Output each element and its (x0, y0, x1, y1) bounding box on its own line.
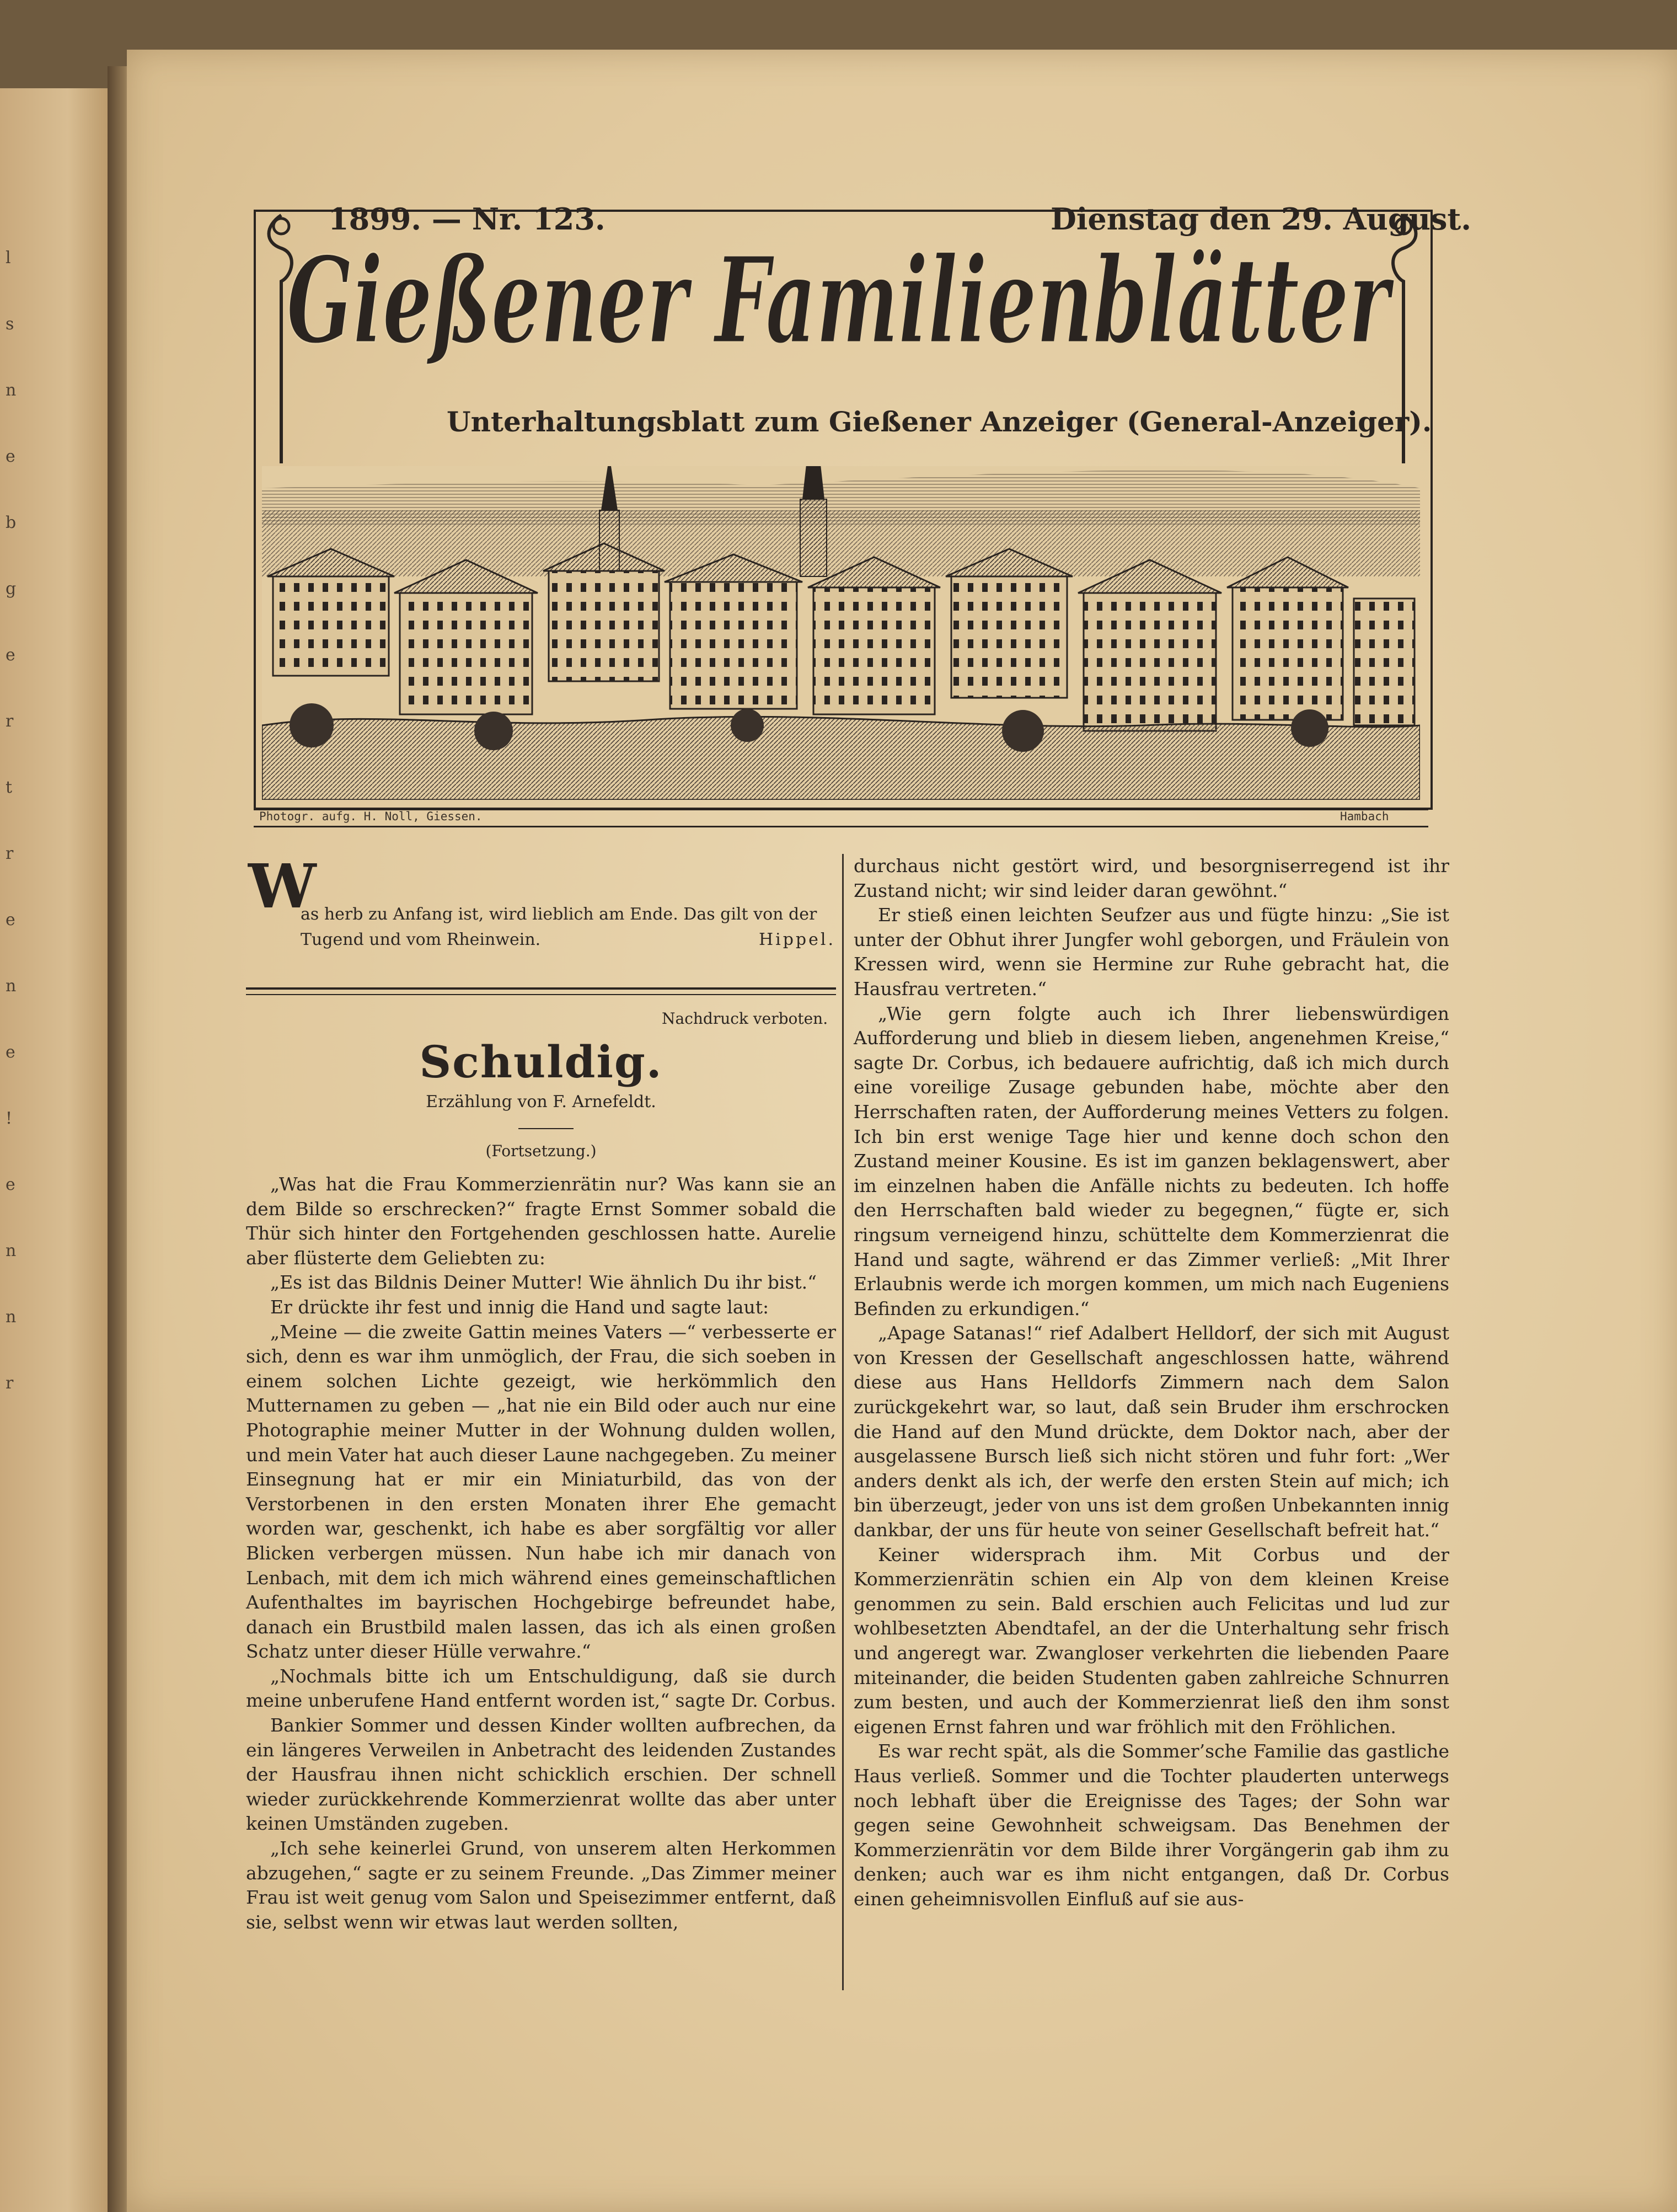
adjacent-page-edge (0, 88, 113, 2212)
byline-rule (518, 1128, 574, 1129)
story-paragraph: „Wie gern folgte auch ich Ihrer liebenswürdigen Aufforderung und blieb in diesem lieben, angenehmen Kreise,“ sagte Dr. Corbus, ich bedauere aufrichtig, daß ich mich durch eine voreilige Zusage gebunden habe, möchte aber den Herrschaften raten, der Aufforderung meines Vetters zu folgen. Ich bin erst wenige Tage hier und kenne doch schon den Zustand meiner Kousine. Es ist im ganzen beklagenswert, aber im einzelnen haben die Anfälle nichts zu bedeuten. Ich hoffe den Herrschaften bald wieder zu begegnen,“ fügte er, sich ringsum verneigend hinzu, schüttelte dem Kommerzienrat die Hand und sagte, während er das Zimmer verließ: „Mit Ihrer Erlaubnis werde ich morgen kommen, um mich nach Eugeniens Befinden zu erkundigen.“ (854, 1002, 1449, 1319)
right-text-column (854, 854, 1449, 1912)
motto-text: as herb zu Anfang ist, wird lieblich am Ende. Das gilt von der Tugend und vom Rheinwein. (301, 905, 817, 949)
page-fragment-letter: e (6, 447, 15, 466)
story-paragraph: „Was hat die Frau Kommerzienrätin nur? Was kann sie an dem Bilde so erschrecken?“ fragte Ernst Sommer sobald die Thür sich hinter den Fortgehenden geschlossen hatte. Aurelie aber flüsterte dem Geliebten zu: (246, 1173, 836, 1269)
photo-credit: Photogr. aufg. H. Noll, Giessen. (259, 810, 483, 823)
story-paragraph: durchaus nicht gestört wird, und besorgniserregend ist ihr Zustand nicht; wir sind leider daran gewöhnt.“ (854, 855, 1449, 901)
page-fragment-letter: e (6, 645, 15, 665)
page-fragment-letter: l (6, 248, 11, 268)
page-fragment-letter: n (6, 381, 17, 400)
masthead-subtitle: Unterhaltungsblatt zum Gießener Anzeiger (General-Anzeiger). (447, 405, 1432, 438)
page-fragment-letter: s (6, 314, 14, 334)
page-fragment-letter: n (6, 976, 17, 996)
story-paragraph: Keiner widersprach ihm. Mit Corbus und der Kommerzienrätin schien ein Alp von dem kleinen Kreise genommen zu sein. Bald erschien auch Felicitas und lud zur wohlbesetzten Abendtafel, an der die Unterhaltung sehr frisch und angeregt war. Zwangloser verkehrten die liebenden Paare miteinander, die beiden Studenten gaben zahlreiche Schnurren zum besten, und auch der Kommerzienrat ließ den ihm sonst eigenen Ernst fahren und war fröhlich mit den Fröhlichen. (854, 1543, 1449, 1738)
page-fragment-letter: ! (6, 1109, 13, 1128)
page-fragment-letter: n (6, 1307, 17, 1327)
issue-date: Dienstag den 29. August. (1051, 201, 1472, 237)
masthead-title-text: Gießener Familienblätter (287, 231, 1395, 370)
page-fragment-letter: e (6, 1175, 15, 1194)
masthead-title (287, 226, 1395, 392)
left-text-column (246, 1172, 836, 1935)
story-paragraph: „Nochmals bitte ich um Entschuldigung, daß sie durch meine unberufene Hand entfernt worden ist,“ sagte Dr. Corbus. (246, 1665, 836, 1712)
story-paragraph: Es war recht spät, als die Sommer’sche Familie das gastliche Haus verließ. Sommer und die Tochter plauderten unterwegs noch lebhaft über die Ereignisse des Tages; der Sohn war gegen seine Gewohnheit schweigsam. Das Benehmen der Kommerzienrätin vor dem Bilde ihrer Vorgängerin gab ihm zu denken; auch war es ihm nicht entgangen, daß Dr. Corbus einen geheimnisvollen Einfluß auf sie aus- (854, 1740, 1449, 1910)
page-fragment-letter: e (6, 1043, 15, 1062)
story-paragraph: Bankier Sommer und dessen Kinder wollten aufbrechen, da ein längeres Verweilen in Anbetracht des leidenden Zustandes der Hausfrau ihnen nicht schicklich erschien. Der schnell wieder zurückkehrende Kommerzienrat wollte das aber unter keinen Umständen zugeben. (246, 1714, 836, 1835)
reprint-note: Nachdruck verboten. (662, 1009, 828, 1028)
page-fragment-letter: r (6, 1374, 14, 1393)
motto-block (301, 902, 835, 953)
engraver-credit: Hambach (1340, 810, 1389, 823)
story-paragraph: „Ich sehe keinerlei Grund, von unserem alten Herkommen abzugehen,“ sagte er zu seinem Freunde. „Das Zimmer meiner Frau ist weit genug vom Salon und Speisezimmer entfernt, daß sie, selbst wenn wir etwas laut werden sollten, (246, 1837, 836, 1933)
story-paragraph: Er stieß einen leichten Seufzer aus und fügte hinzu: „Sie ist unter der Obhut ihrer Jungfer wohl geborgen, und Fräulein von Kressen wird, wenn sie Hermine zur Ruhe gebracht hat, die Hausfrau vertreten.“ (854, 904, 1449, 1000)
page-fragment-letter: r (6, 712, 14, 731)
page-fragment-letter: n (6, 1241, 17, 1260)
motto-author: Hippel. (758, 930, 835, 949)
motto-drop-cap: W (248, 851, 317, 922)
continuation-note: (Fortsetzung.) (485, 1142, 597, 1160)
story-paragraph: „Meine — die zweite Gattin meines Vaters —“ verbesserte er sich, denn es war ihm unmöglich, der Frau, die sich soeben in einem solchen Lichte gezeigt, wie herkömmlich den Mutternamen zu geben — „hat nie ein Bild oder auch nur eine Photographie meiner Mutter in der Wohnung dulden wollen, und mein Vater hat auch dieser Laune nachgegeben. Zu meiner Einsegnung hat er mir ein Miniaturbild, das von der Verstorbenen in den ersten Monaten ihrer Ehe gemacht worden war, geschenkt, ich habe es aber sorgfältig vor aller Blicken verbergen müssen. Nun habe ich mir danach von Lenbach, mit dem ich mich während eines gemeinschaftlichen Aufenthaltes im bayrischen Hochgebirge befreundet habe, danach ein Brustbild malen lassen, das ich als einen großen Schatz unter dieser Hülle verwahre.“ (246, 1321, 836, 1663)
story-title: Schuldig. (419, 1036, 663, 1088)
page-fragment-letter: t (6, 778, 13, 797)
page-fragment-letter: e (6, 910, 15, 929)
story-paragraph: „Es ist das Bildnis Deiner Mutter! Wie ähnlich Du ihr bist.“ (270, 1271, 817, 1294)
column-divider (842, 854, 844, 1990)
story-byline: Erzählung von F. Arnefeldt. (426, 1092, 656, 1112)
section-divider (246, 987, 836, 995)
story-paragraph: Er drückte ihr fest und innig die Hand und sagte laut: (270, 1296, 769, 1318)
page-fragment-letter: g (6, 579, 17, 599)
city-panorama-illustration (262, 466, 1420, 800)
page-fragment-letter: r (6, 844, 14, 863)
issue-number: 1899. — Nr. 123. (328, 201, 606, 237)
story-paragraph: „Apage Satanas!“ rief Adalbert Helldorf, der sich mit August von Kressen der Gesellschaft angeschlossen hatte, während diese aus Hans Helldorfs Zimmern nach dem Salon zurückgekehrt war, so laut, daß sein Bruder ihm erschrocken die Hand auf den Mund drückte, dem Doktor nach, aber der ausgelassene Bursch ließ sich nicht stören und fuhr fort: „Wer anders denkt als ich, der werfe den ersten Stein auf mich; ich bin überzeugt, jeder von uns ist dem großen Unbekannten innig dankbar, der uns für heute von seiner Gesellschaft befreit hat.“ (854, 1322, 1449, 1541)
page-fragment-letter: b (6, 513, 17, 532)
